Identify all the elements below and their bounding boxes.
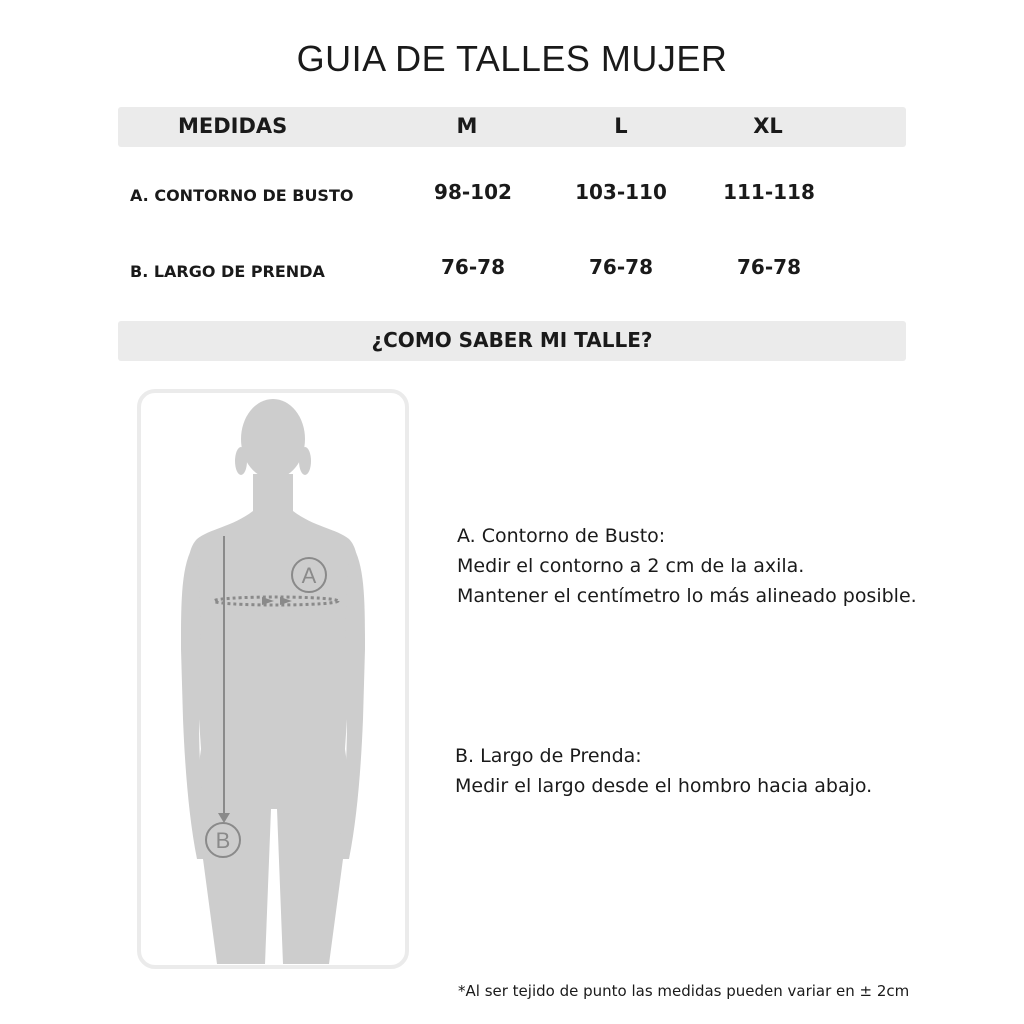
marker-b-label: B [215, 828, 231, 853]
largo-xl-value: 76-78 [737, 255, 801, 279]
description-b-line1: Medir el largo desde el hombro hacia abajo. [455, 775, 873, 797]
busto-m-value: 98-102 [434, 180, 512, 204]
busto-xl-value: 111-118 [723, 180, 815, 204]
header-medidas: MEDIDAS [178, 114, 288, 138]
page-title: GUIA DE TALLES MUJER [296, 38, 728, 79]
description-a-heading: A. Contorno de Busto: [457, 525, 666, 547]
header-size-l: L [614, 114, 628, 138]
description-a-line1: Medir el contorno a 2 cm de la axila. [457, 555, 805, 577]
header-size-m: M [456, 114, 478, 138]
description-b-heading: B. Largo de Prenda: [455, 745, 642, 767]
footnote: *Al ser tejido de punto las medidas pueden variar en ± 2cm [458, 982, 910, 1000]
row-label-busto: A. CONTORNO DE BUSTO [130, 186, 354, 205]
description-a-line2: Mantener el centímetro lo más alineado posible. [457, 585, 917, 607]
header-size-xl: XL [753, 114, 783, 138]
silhouette [181, 399, 365, 964]
marker-a-label: A [301, 563, 317, 588]
largo-l-value: 76-78 [589, 255, 653, 279]
description-b [455, 741, 872, 801]
busto-l-value: 103-110 [575, 180, 667, 204]
description-a [457, 521, 917, 611]
body-silhouette-illustration [137, 389, 409, 969]
howto-title: ¿COMO SABER MI TALLE? [371, 328, 653, 352]
largo-m-value: 76-78 [441, 255, 505, 279]
row-label-largo: B. LARGO DE PRENDA [130, 262, 325, 281]
